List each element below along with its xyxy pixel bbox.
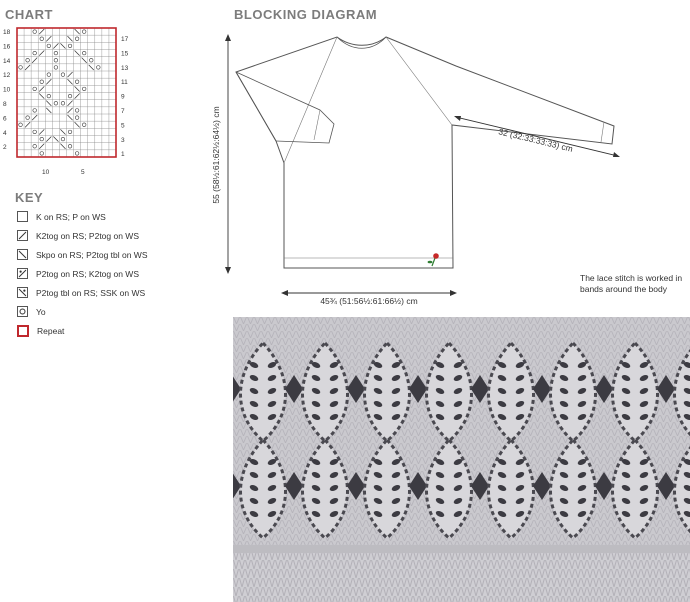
length-label: 55 (58½:61:62½:64½) cm — [211, 106, 221, 204]
key-heading: KEY — [15, 190, 44, 205]
key-item-knit — [17, 207, 217, 226]
key-item-p2tog-tbl — [17, 283, 217, 302]
chart-left-row-number: 14 — [3, 57, 11, 65]
lace-note: The lace stitch is worked in bands around the body — [580, 273, 683, 294]
sleeve-label: 32 (32:33:33:33) cm — [497, 126, 574, 154]
chart-right-row-number: 7 — [121, 108, 125, 115]
k2tog-slash-icon — [17, 230, 28, 241]
chart-col-5: 5 — [81, 169, 85, 176]
repeat-box-icon — [17, 325, 29, 337]
key-item-skpo — [17, 245, 217, 264]
chart-right-row-number: 9 — [121, 93, 125, 101]
lace-knit-photo — [233, 317, 690, 602]
key-label: Skpo on RS; P2tog tbl on WS — [36, 249, 148, 260]
key-item-p2tog — [17, 264, 217, 283]
yo-circle-icon — [17, 306, 28, 317]
sweater-outline — [236, 37, 614, 268]
blocking-diagram — [200, 28, 640, 308]
chart-left-row-number: 4 — [3, 129, 7, 137]
chart-right-row-number: 3 — [121, 136, 125, 144]
chart-left-row-numbers — [3, 29, 11, 151]
key-item-yo — [17, 302, 217, 321]
p2tog-tbl-dot-backslash-icon — [17, 287, 28, 298]
blocking-diagram-heading: BLOCKING DIAGRAM — [234, 7, 378, 22]
key-item-repeat — [17, 321, 217, 340]
key-list — [17, 207, 217, 340]
chart-left-row-number: 18 — [3, 29, 11, 36]
chart-left-row-number: 16 — [3, 43, 11, 51]
chart-left-row-number: 2 — [3, 144, 7, 152]
chart-left-row-number: 8 — [3, 101, 7, 108]
chart-right-row-number: 13 — [121, 64, 129, 72]
key-item-k2tog — [17, 226, 217, 245]
chart-grid — [17, 28, 116, 157]
key-label: K2tog on RS; P2tog on WS — [36, 230, 140, 241]
chart-col-10: 10 — [42, 169, 50, 176]
chart-right-row-number: 1 — [121, 151, 125, 159]
p2tog-dot-slash-icon — [17, 268, 28, 279]
key-label: Yo — [36, 306, 46, 317]
chart-right-row-number: 11 — [121, 79, 128, 87]
chart-right-row-numbers — [121, 36, 129, 158]
key-label: Repeat — [37, 325, 65, 336]
chart-right-row-number: 17 — [121, 36, 129, 43]
chart-heading: CHART — [5, 7, 53, 22]
key-label: P2tog tbl on RS; SSK on WS — [36, 287, 146, 298]
chart-right-row-number: 15 — [121, 50, 129, 58]
key-label: P2tog on RS; K2tog on WS — [36, 268, 140, 279]
chart-left-row-number: 10 — [3, 86, 11, 94]
chart-left-row-number: 6 — [3, 115, 7, 123]
chart-left-row-number: 12 — [3, 72, 11, 80]
skpo-backslash-icon — [17, 249, 28, 260]
chart-right-row-number: 5 — [121, 122, 125, 130]
lace-chart — [0, 22, 140, 182]
key-label: K on RS; P on WS — [36, 211, 106, 222]
blank-square-icon — [17, 211, 28, 222]
width-label: 45¾ (51:56½:61:66½) cm — [320, 296, 418, 306]
